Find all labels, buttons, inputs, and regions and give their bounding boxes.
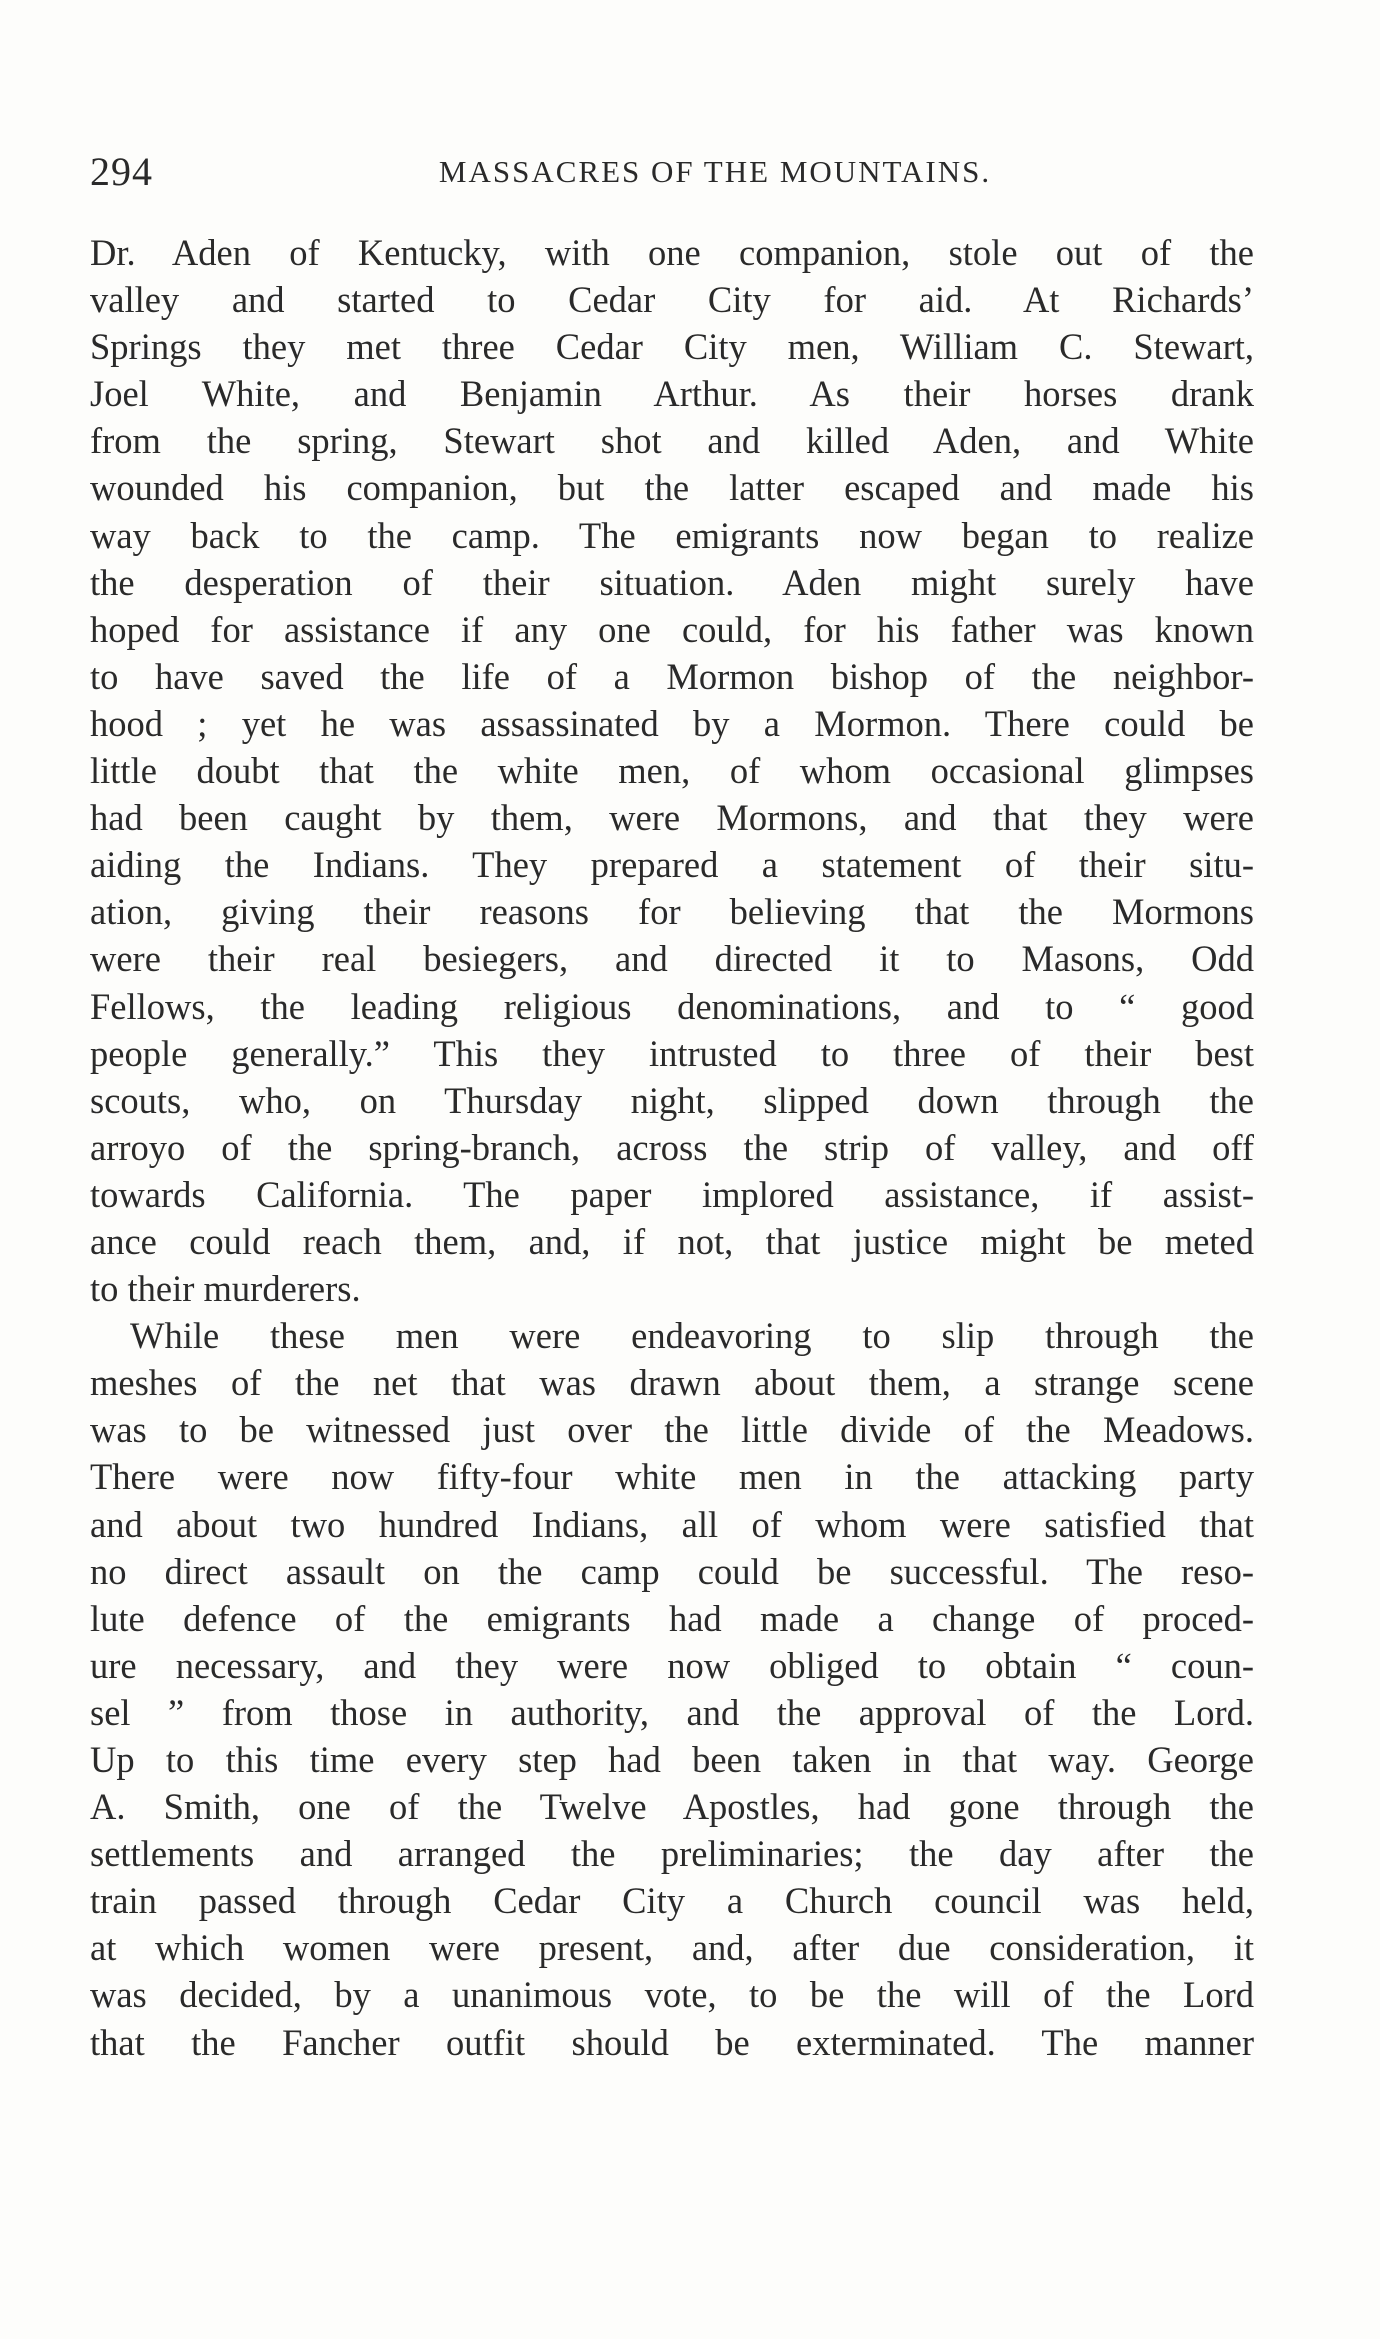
text-line: wounded his companion, but the latter escaped and made his [90,467,1254,509]
text-line: towards California. The paper implored assistance, if assist- [90,1173,1254,1215]
text-line: There were now fifty-four white men in the attacking party [90,1456,1254,1498]
body-text [90,229,1254,2066]
text-line: meshes of the net that was drawn about them, a strange scene [90,1362,1254,1404]
paragraph [90,1312,1254,2066]
text-line: that the Fancher outfit should be exterminated. The manner [90,2021,1254,2063]
text-line: Springs they met three Cedar City men, William C. Stewart, [90,326,1254,368]
page-number: 294 [90,149,153,194]
text-line: A. Smith, one of the Twelve Apostles, had gone through the [90,1786,1254,1828]
text-line: and about two hundred Indians, all of whom were satisfied that [90,1503,1254,1545]
text-line: aiding the Indians. They prepared a statement of their situ- [90,844,1254,886]
text-line: people generally.” This they intrusted to three of their best [90,1032,1254,1074]
text-line: to their murderers. [90,1268,361,1310]
text-line: Dr. Aden of Kentucky, with one companion, stole out of the [90,232,1254,273]
text-line: had been caught by them, were Mormons, and that they were [90,797,1254,839]
text-line: was to be witnessed just over the little divide of the Meadows. [90,1409,1254,1451]
text-line: Joel White, and Benjamin Arthur. As their horses drank [90,373,1254,415]
running-title: MASSACRES OF THE MOUNTAINS. [438,154,992,189]
text-line: lute defence of the emigrants had made a change of proced- [90,1597,1254,1639]
text-line: arroyo of the spring-branch, across the strip of valley, and off [90,1126,1254,1168]
text-line: ation, giving their reasons for believing that the Mormons [90,891,1254,933]
text-line: train passed through Cedar City a Church council was held, [90,1880,1254,1922]
text-line: Up to this time every step had been taken in that way. George [90,1739,1254,1780]
text-line: ure necessary, and they were now obliged to obtain “ coun- [90,1644,1254,1686]
paragraph [90,229,1254,1312]
text-line: While these men were endeavoring to slip through the [130,1315,1254,1357]
running-head [90,148,1270,198]
text-line: was decided, by a unanimous vote, to be the will of the Lord [90,1974,1254,2016]
text-line: hood ; yet he was assassinated by a Mormon. There could be [90,702,1254,744]
text-line: no direct assault on the camp could be successful. The reso- [90,1550,1254,1592]
text-line: were their real besiegers, and directed it to Masons, Odd [90,938,1254,980]
text-line: little doubt that the white men, of whom occasional glimpses [90,750,1254,792]
text-line: to have saved the life of a Mormon bishop of the neighbor- [90,655,1254,697]
text-line: from the spring, Stewart shot and killed Aden, and White [90,420,1254,462]
text-line: hoped for assistance if any one could, for his father was known [90,608,1254,650]
text-line: the desperation of their situation. Aden might surely have [90,561,1254,603]
text-line: settlements and arranged the preliminaries; the day after the [90,1833,1254,1875]
text-line: scouts, who, on Thursday night, slipped down through the [90,1079,1254,1121]
text-line: way back to the camp. The emigrants now began to realize [90,514,1254,556]
text-line: ance could reach them, and, if not, that justice might be meted [90,1220,1254,1262]
text-line: valley and started to Cedar City for aid. At Richards’ [90,279,1254,321]
text-line: at which women were present, and, after due consideration, it [90,1927,1254,1969]
text-line: Fellows, the leading religious denominations, and to “ good [90,985,1254,1027]
text-line: sel ” from those in authority, and the approval of the Lord. [90,1691,1254,1733]
